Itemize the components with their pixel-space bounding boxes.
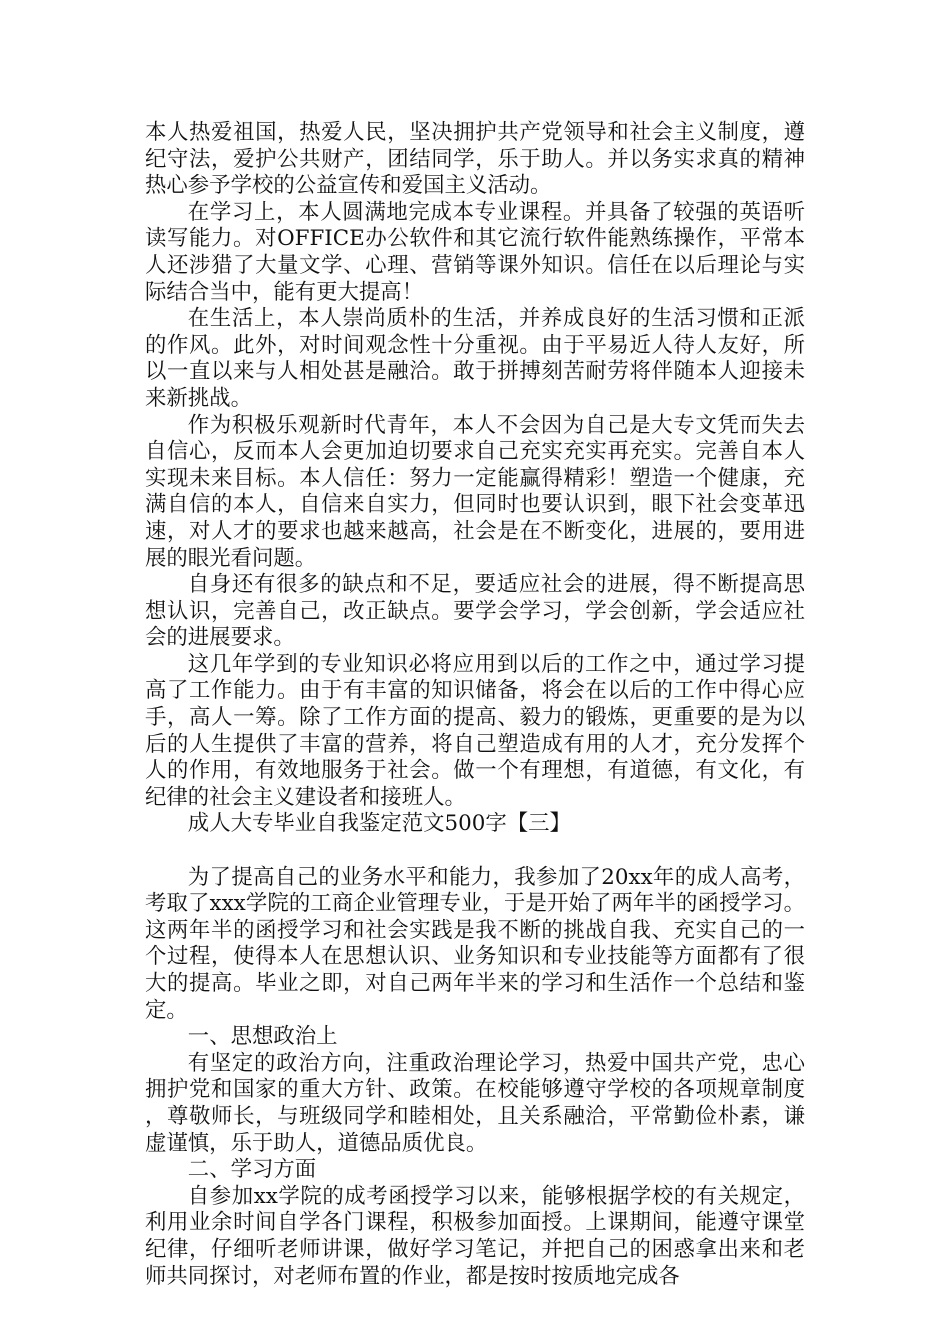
- paragraph-future: 这几年学到的专业知识必将应用到以后的工作之中，通过学习提高了工作能力。由于有丰富的知识储备，将会在以后的工作中得心应手，高人一筹。除了工作方面的提高、毅力的锻炼，更重要的是为以后的人生提供了丰富的营养，将自己塑造成有用的人才，充分发挥个人的作用，有效地服务于社会。做一个有理想，有道德，有文化，有纪律的社会主义建设者和接班人。: [145, 651, 805, 810]
- blank-line: [145, 838, 805, 865]
- section-title: 成人大专毕业自我鉴定范文500字【三】: [187, 811, 571, 837]
- paragraph-patriotism: 本人热爱祖国，热爱人民，坚决拥护共产党领导和社会主义制度，遵纪守法，爱护公共财产，团结同学，乐于助人。并以务实求真的精神热心参予学校的公益宣传和爱国主义活动。: [145, 120, 805, 199]
- paragraph-politics: 有坚定的政治方向，注重政治理论学习，热爱中国共产党，忠心拥护党和国家的重大方针、政策。在校能够遵守学校的各项规章制度，尊敬师长，与班级同学和睦相处，且关系融洽，平常勤俭朴素，谦虚谨慎，乐于助人，道德品质优良。: [145, 1050, 805, 1156]
- paragraph-study: 在学习上，本人圆满地完成本专业课程。并具备了较强的英语听读写能力。对OFFICE办公软件和其它流行软件能熟练操作，平常本人还涉猎了大量文学、心理、营销等课外知识。信任在以后理论与实际结合当中，能有更大提高！: [145, 199, 805, 305]
- paragraph-shortcomings: 自身还有很多的缺点和不足，要适应社会的进展，得不断提高思想认识，完善自己，改正缺点。要学会学习，学会创新，学会适应社会的进展要求。: [145, 572, 805, 651]
- paragraph-attitude: 作为积极乐观新时代青年，本人不会因为自己是大专文凭而失去自信心，反而本人会更加迫切要求自己充实充实再充实。完善自本人实现未来目标。本人信任：努力一定能赢得精彩！塑造一个健康，充满自信的本人，自信来自实力，但同时也要认识到，眼下社会变革迅速，对人才的要求也越来越高，社会是在不断变化，进展的，要用进展的眼光看问题。: [145, 412, 805, 571]
- paragraph-intro: 为了提高自己的业务水平和能力，我参加了20xx年的成人高考，考取了xxx学院的工商企业管理专业，于是开始了两年半的函授学习。这两年半的函授学习和社会实践是我不断的挑战自我、充实自己的一个过程，使得本人在思想认识、业务知识和专业技能等方面都有了很大的提高。毕业之即，对自己两年半来的学习和生活作一个总结和鉴定。: [145, 864, 805, 1023]
- document-page: [145, 120, 805, 1290]
- subheading-politics: 一、思想政治上: [187, 1024, 338, 1050]
- paragraph-learning: 自参加xx学院的成考函授学习以来，能够根据学校的有关规定，利用业余时间自学各门课程，积极参加面授。上课期间，能遵守课堂纪律，仔细听老师讲课，做好学习笔记，并把自己的困惑拿出来和老师共同探讨，对老师布置的作业，都是按时按质地完成各: [145, 1183, 805, 1289]
- subheading-learning: 二、学习方面: [187, 1157, 317, 1183]
- paragraph-life: 在生活上，本人崇尚质朴的生活，并养成良好的生活习惯和正派的作风。此外，对时间观念性十分重视。由于平易近人待人友好，所以一直以来与人相处甚是融洽。敢于拼搏刻苦耐劳将伴随本人迎接未来新挑战。: [145, 306, 805, 411]
